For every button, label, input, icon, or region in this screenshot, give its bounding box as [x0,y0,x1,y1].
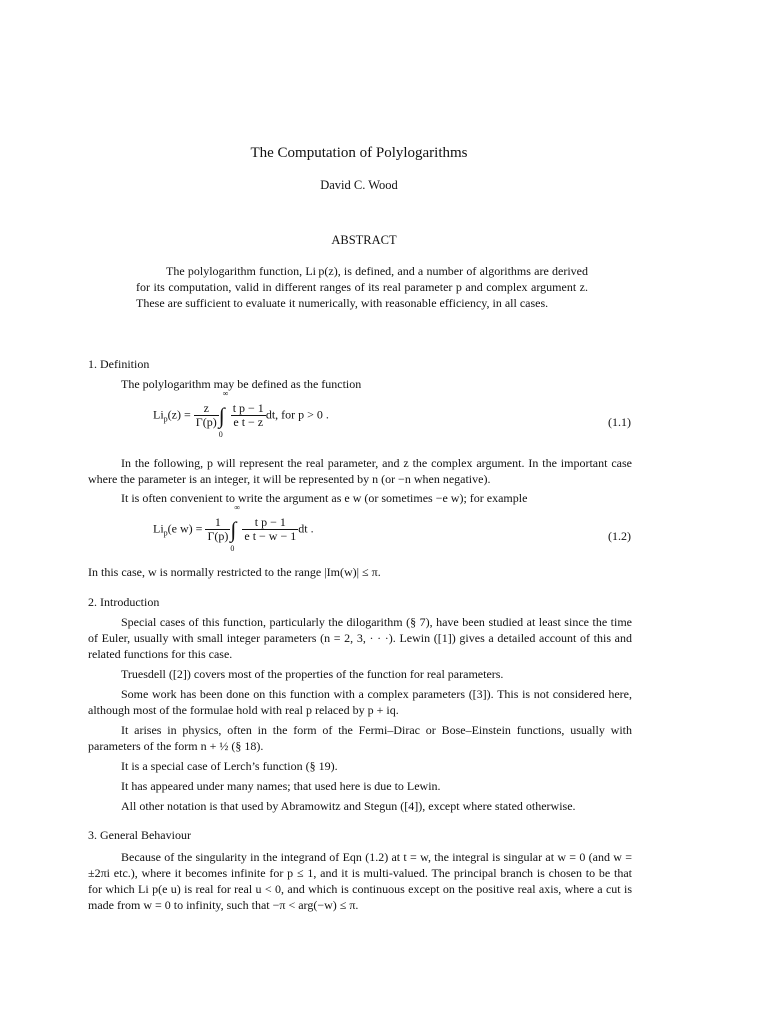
eq2-prefactor [205,516,230,543]
eq2-lhs: Li [153,521,164,536]
eq2-integrand-num: t p − 1 [242,516,298,530]
section-2-paragraph: Special cases of this function, particularly the dilogarithm (§ 7), have been studied at least since the time of Euler, usually with small integer parameters (n = 2, 3, · · ·). Lewin ([1]) gives a detailed account of this and related functions for this case. [88,615,632,661]
section-2-paragraph: All other notation is that used by Abramowitz and Stegun ([4]), except where stated otherwise. [121,799,576,813]
section-1-heading: 1. Definition [88,357,150,371]
section-3-paragraph: Because of the singularity in the integrand of Eqn (1.2) at t = w, the integral is singular at w = 0 (and w = ±2πi etc.), where it becomes infinite for p ≤ 1, and it is multi-valued. The principal branch is chosen to be that for which Li p(e u) is real for real u < 0, and which is continuous except on the positive real axis, where a cut is made from w = 0 to infinity, such that −π < arg(−w) ≤ π. [88,850,632,912]
eq1-tail: dt, for p > 0 . [265,407,329,422]
eq2-prefactor-den: Γ(p) [207,529,229,543]
section-2-paragraph: It is a special case of Lerch’s function (§ 19). [121,759,338,773]
equation-1-1-number: (1.1) [608,415,631,429]
section-3-heading: 3. General Behaviour [88,828,191,842]
section-1-paragraph-1 [88,455,632,487]
eq2-integral-sign: ∫ ∞ 0 [230,502,241,553]
section-2-paragraph: It arises in physics, often in the form of the Fermi–Dirac or Bose–Einstein functions, usually with parameters of the form n + ½ (§ 18). [88,723,632,753]
section-1-intro: The polylogarithm may be defined as the function [121,377,362,391]
section-2-body [88,614,632,814]
eq1-upper-limit: ∞ [222,388,229,398]
section-3-body [88,849,632,913]
eq1-integrand-den: e t − z [233,415,264,429]
equation-1-1 [153,388,329,439]
section-2-paragraph: Truesdell ([2]) covers most of the properties of the function for real parameters. [121,667,504,681]
eq1-integrand [231,402,266,429]
eq2-lhs-sub: p [163,528,168,538]
eq1-lhs: Li [153,407,164,422]
section-2-heading: 2. Introduction [88,595,160,609]
equation-1-2-number: (1.2) [608,529,631,543]
eq2-lhs-arg: (e w) = [167,521,203,536]
eq2-upper-limit: ∞ [234,502,241,512]
eq1-integrand-num: t p − 1 [232,401,264,415]
eq1-lhs-sub: p [163,414,168,424]
eq1-lhs-arg: (z) = [167,407,191,422]
eq1-prefactor-num: z [194,402,219,416]
eq1-integral-sign: ∫ ∞ 0 [218,388,229,439]
eq2-lower-limit: 0 [230,543,235,553]
equation-1-2 [153,502,314,553]
eq2-integrand-den: e t − w − 1 [244,529,297,543]
eq1-prefactor-den: Γ(p) [195,415,217,429]
eq2-integrand [242,516,298,543]
eq1-prefactor [194,402,219,429]
section-2-paragraph: It has appeared under many names; that used here is due to Lewin. [121,779,441,793]
abstract-text [136,263,588,311]
eq2-tail: dt . [298,521,314,536]
paragraph-text: In this case, w is normally restricted to the range |Im(w)| ≤ π. [88,565,381,579]
section-2-paragraph: Some work has been done on this function with a complex parameters ([3]). This is not considered here, although most of the formulae hold with real p relaced by p + iq. [88,687,632,717]
paper-title: The Computation of Polylogarithms [250,145,468,161]
abstract-heading: ABSTRACT [331,233,397,247]
author-name: David C. Wood [320,178,398,192]
abstract-paragraph: The polylogarithm function, Li p(z), is defined, and a number of algorithms are derived for its computation, valid in different ranges of its real parameter p and complex argument z. These are sufficient to evaluate it numerically, with reasonable efficiency, in all cases. [136,264,588,310]
section-1-paragraph-3 [88,564,632,580]
section-1-paragraph-2 [88,490,632,506]
paragraph-text: It is often convenient to write the argument as e w (or sometimes −e w); for example [121,491,528,505]
paragraph-text: In the following, p will represent the real parameter, and z the complex argument. In the important case where the parameter is an integer, it will be represented by n (or −n when negative). [88,456,632,486]
eq2-prefactor-num: 1 [205,516,230,530]
eq1-lower-limit: 0 [218,429,223,439]
